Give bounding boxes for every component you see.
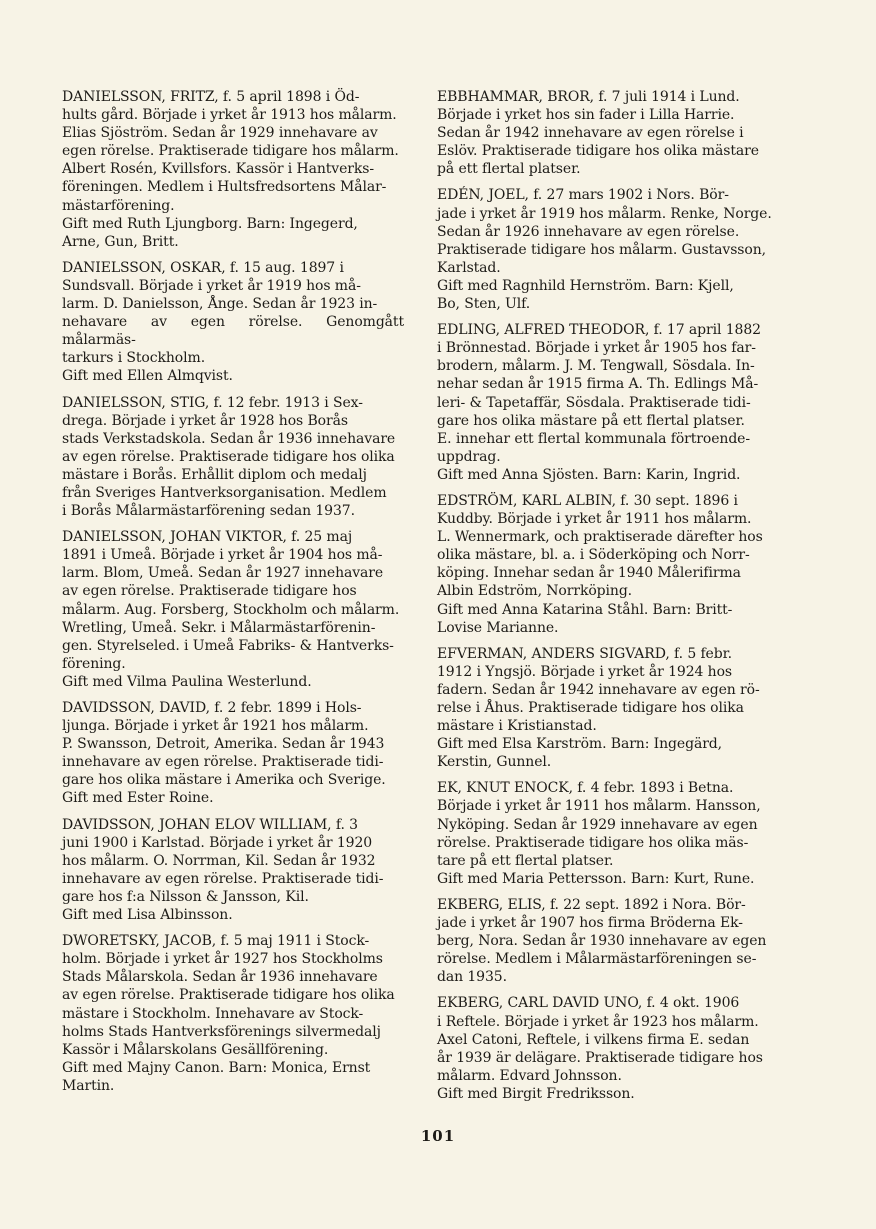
entry-line: drega. Började i yrket år 1928 hos Borås <box>62 412 348 429</box>
entry-line: 1912 i Yngsjö. Började i yrket år 1924 hos <box>437 663 733 680</box>
entry-gap <box>437 484 779 492</box>
entry-line: holms Stads Hantverksförenings silvermedalj <box>62 1023 381 1040</box>
entry-line: ljunga. Började i yrket år 1921 hos målarm. <box>62 718 369 735</box>
biography-entry <box>437 321 779 484</box>
left-column <box>62 88 404 1095</box>
biography-entry <box>437 186 779 313</box>
entry-gap <box>437 986 779 994</box>
entry-line: EBBHAMMAR, BROR, f. 7 juli 1914 i Lund. <box>437 89 740 105</box>
entry-line: DAVIDSSON, JOHAN ELOV WILLIAM, f. 3 <box>62 816 358 833</box>
entry-line: Gift med Vilma Paulina Westerlund. <box>62 673 312 690</box>
entry-line: Kassör i Målarskolans Gesällförening. <box>62 1041 329 1058</box>
entry-line: år 1939 är delägare. Praktiserade tidigare hos <box>437 1049 763 1066</box>
entry-line: Gift med Maria Pettersson. Barn: Kurt, Rune. <box>437 870 755 887</box>
entry-line: från Sveriges Hantverksorganisation. Medlem <box>62 484 387 501</box>
entry-line: jade i yrket år 1907 hos firma Bröderna Ek- <box>437 915 743 932</box>
entry-line: DANIELSSON, STIG, f. 12 febr. 1913 i Sex- <box>62 394 363 411</box>
entry-line: Sundsvall. Började i yrket år 1919 hos må- <box>62 277 361 294</box>
entry-line: Albert Rosén, Kvillsfors. Kassör i Hantverks- <box>62 161 374 178</box>
entry-line: Gift med Ester Roine. <box>62 790 214 807</box>
entry-line: olika mästare, bl. a. i Söderköping och Norr- <box>437 547 750 564</box>
entry-line: Elias Sjöström. Sedan år 1929 innehavare av <box>62 125 378 142</box>
entry-gap <box>62 520 404 528</box>
entry-line: föreningen. Medlem i Hultsfredsortens Målar- <box>62 179 387 196</box>
entry-line: Kerstin, Gunnel. <box>437 754 552 771</box>
entry-line: av egen rörelse. Praktiserade tidigare hos <box>62 583 357 600</box>
entry-line: Gift med Anna Sjösten. Barn: Karin, Ingrid. <box>437 466 741 483</box>
entry-gap <box>62 924 404 932</box>
entry-line: i Borås Målarmästarförening sedan 1937. <box>62 503 355 520</box>
entry-line: Gift med Elsa Karström. Barn: Ingegärd, <box>437 736 722 753</box>
entry-line: hults gård. Började i yrket år 1913 hos målarm. <box>62 107 397 124</box>
entry-gap <box>62 808 404 816</box>
entry-line: Stads Målarskola. Sedan år 1936 innehavare <box>62 969 378 986</box>
entry-line: Arne, Gun, Britt. <box>62 233 179 250</box>
entry-gap <box>437 771 779 779</box>
entry-line: Började i yrket hos sin fader i Lilla Harrie. <box>437 107 735 124</box>
entry-line: mästare i Borås. Erhållit diplom och medalj <box>62 466 367 483</box>
entry-line: brodern, målarm. J. M. Tengwall, Sösdala. In- <box>437 358 755 375</box>
entry-line: gen. Styrelseled. i Umeå Fabriks- & Hantverks- <box>62 637 394 654</box>
entry-gap <box>62 251 404 259</box>
entry-line: Bo, Sten, Ulf. <box>437 296 531 313</box>
entry-line: Sedan år 1942 innehavare av egen rörelse i <box>437 125 744 142</box>
biography-entry <box>62 88 404 251</box>
entry-line: Kuddby. Började i yrket år 1911 hos målarm. <box>437 511 752 528</box>
entry-line: innehavare av egen rörelse. Praktiserade tidi- <box>62 870 384 887</box>
entry-line: köping. Innehar sedan år 1940 Målerifirma <box>437 565 741 582</box>
entry-line: DANIELSSON, OSKAR, f. 15 aug. 1897 i <box>62 259 344 276</box>
entry-gap <box>62 386 404 394</box>
entry-line: fadern. Sedan år 1942 innehavare av egen rö- <box>437 681 760 698</box>
biography-entry <box>437 779 779 888</box>
entry-line: Gift med Lisa Albinsson. <box>62 907 233 924</box>
entry-line: EK, KNUT ENOCK, f. 4 febr. 1893 i Betna. <box>437 780 734 797</box>
entry-line: berg, Nora. Sedan år 1930 innehavare av egen <box>437 933 767 950</box>
entry-line: E. innehar ett flertal kommunala förtroende- <box>437 430 750 447</box>
entry-gap <box>437 178 779 186</box>
entry-line: larm. Blom, Umeå. Sedan år 1927 innehavare <box>62 565 384 582</box>
biography-entry <box>437 896 779 986</box>
entry-line: Gift med Anna Katarina Ståhl. Barn: Britt- <box>437 601 733 618</box>
biography-entry <box>62 932 404 1095</box>
entry-line: DWORETSKY, JACOB, f. 5 maj 1911 i Stock- <box>62 933 370 950</box>
entry-line: DANIELSSON, JOHAN VIKTOR, f. 25 maj <box>62 529 353 546</box>
entry-line: Gift med Ellen Almqvist. <box>62 368 233 385</box>
entry-line: Gift med Majny Canon. Barn: Monica, Ernst <box>62 1059 371 1076</box>
entry-line: av egen rörelse. Praktiserade tidigare hos olika <box>62 987 395 1004</box>
entry-gap <box>62 691 404 699</box>
entry-line: DANIELSSON, FRITZ, f. 5 april 1898 i Öd- <box>62 89 360 105</box>
entry-line: tare på ett flertal platser. <box>437 852 614 869</box>
biography-entry <box>62 259 404 386</box>
entry-line: EKBERG, ELIS, f. 22 sept. 1892 i Nora. Bör- <box>437 896 746 913</box>
entry-line: Gift med Birgit Fredriksson. <box>437 1085 635 1102</box>
entry-line: Axel Catoni, Reftele, i vilkens firma E. sedan <box>437 1031 750 1048</box>
entry-line: Började i yrket år 1911 hos målarm. Hansson, <box>437 798 761 815</box>
entry-line: dan 1935. <box>437 969 507 986</box>
biography-entry <box>437 994 779 1103</box>
right-column <box>437 88 779 1103</box>
entry-line: innehavare av egen rörelse. Praktiserade tidi- <box>62 754 384 771</box>
entry-line: EDLING, ALFRED THEODOR, f. 17 april 1882 <box>437 322 761 339</box>
entry-line: Albin Edström, Norrköping. <box>437 583 633 600</box>
entry-line: L. Wennermark, och praktiserade därefter hos <box>437 529 763 546</box>
entry-line: Sedan år 1926 innehavare av egen rörelse. <box>437 223 740 240</box>
biography-entry <box>62 528 404 691</box>
entry-line: nehavare av egen rörelse. Genomgått målarmäs- <box>62 314 404 349</box>
entry-line: Lovise Marianne. <box>437 619 559 636</box>
entry-line: målarm. Edvard Johnsson. <box>437 1067 622 1084</box>
entry-line: Gift med Ruth Ljungborg. Barn: Ingegerd, <box>62 215 358 232</box>
biography-entry <box>437 645 779 772</box>
entry-line: gare hos olika mästare på ett flertal platser. <box>437 412 745 429</box>
entry-line: rörelse. Medlem i Målarmästarföreningen se- <box>437 951 757 968</box>
page-number: 101 <box>420 1127 456 1145</box>
entry-line: EKBERG, CARL DAVID UNO, f. 4 okt. 1906 <box>437 995 740 1012</box>
entry-line: Nyköping. Sedan år 1929 innehavare av egen <box>437 816 758 833</box>
biography-entry <box>437 88 779 178</box>
entry-line: tarkurs i Stockholm. <box>62 350 206 367</box>
entry-gap <box>437 888 779 896</box>
entry-line: Wretling, Umeå. Sekr. i Målarmästarförenin- <box>62 619 376 636</box>
entry-line: EDÉN, JOEL, f. 27 mars 1902 i Nors. Bör- <box>437 187 729 204</box>
entry-line: hos målarm. O. Norrman, Kil. Sedan år 1932 <box>62 852 376 869</box>
entry-line: Karlstad. <box>437 259 501 276</box>
entry-line: förening. <box>62 655 126 672</box>
entry-line: stads Verkstadskola. Sedan år 1936 innehavare <box>62 430 396 447</box>
entry-line: EFVERMAN, ANDERS SIGVARD, f. 5 febr. <box>437 645 733 662</box>
entry-line: relse i Åhus. Praktiserade tidigare hos olika <box>437 700 744 716</box>
biography-entry <box>437 492 779 637</box>
entry-line: på ett flertal platser. <box>437 161 581 178</box>
entry-line: jade i yrket år 1919 hos målarm. Renke, Norge. <box>437 205 772 222</box>
entry-line: av egen rörelse. Praktiserade tidigare hos olika <box>62 448 395 465</box>
biography-entry <box>62 394 404 521</box>
entry-line: EDSTRÖM, KARL ALBIN, f. 30 sept. 1896 i <box>437 492 738 509</box>
entry-line: målarm. Aug. Forsberg, Stockholm och målarm. <box>62 601 400 618</box>
entry-line: Eslöv. Praktiserade tidigare hos olika mästare <box>437 143 759 160</box>
entry-line: gare hos f:a Nilsson & Jansson, Kil. <box>62 888 309 905</box>
entry-line: DAVIDSSON, DAVID, f. 2 febr. 1899 i Hols- <box>62 700 362 716</box>
entry-line: nehar sedan år 1915 firma A. Th. Edlings Må- <box>437 376 759 393</box>
entry-line: mästarförening. <box>62 197 175 214</box>
entry-line: gare hos olika mästare i Amerika och Sverige. <box>62 772 386 789</box>
entry-line: Praktiserade tidigare hos målarm. Gustavsson, <box>437 241 766 258</box>
biography-entry <box>62 699 404 808</box>
entry-line: mästare i Stockholm. Innehavare av Stock- <box>62 1005 364 1022</box>
entry-line: egen rörelse. Praktiserade tidigare hos målarm. <box>62 143 399 160</box>
entry-line: leri- & Tapetaffär, Sösdala. Praktiserade tidi- <box>437 394 751 411</box>
entry-line: i Reftele. Började i yrket år 1923 hos målarm. <box>437 1013 759 1030</box>
entry-line: holm. Började i yrket år 1927 hos Stockholms <box>62 951 383 968</box>
entry-line: Gift med Ragnhild Hernström. Barn: Kjell, <box>437 277 734 294</box>
entry-line: mästare i Kristianstad. <box>437 718 597 735</box>
entry-line: uppdrag. <box>437 448 501 465</box>
entry-line: larm. D. Danielsson, Ånge. Sedan år 1923 in- <box>62 296 378 313</box>
entry-line: rörelse. Praktiserade tidigare hos olika mäs- <box>437 834 749 851</box>
entry-line: juni 1900 i Karlstad. Började i yrket år 1920 <box>62 834 373 851</box>
entry-gap <box>437 313 779 321</box>
entry-line: 1891 i Umeå. Började i yrket år 1904 hos må- <box>62 547 383 564</box>
biography-entry <box>62 816 404 925</box>
entry-gap <box>437 637 779 645</box>
entry-line: i Brönnestad. Började i yrket år 1905 hos far- <box>437 340 756 357</box>
entry-line: P. Swansson, Detroit, Amerika. Sedan år 1943 <box>62 736 385 753</box>
entry-line: Martin. <box>62 1077 115 1094</box>
